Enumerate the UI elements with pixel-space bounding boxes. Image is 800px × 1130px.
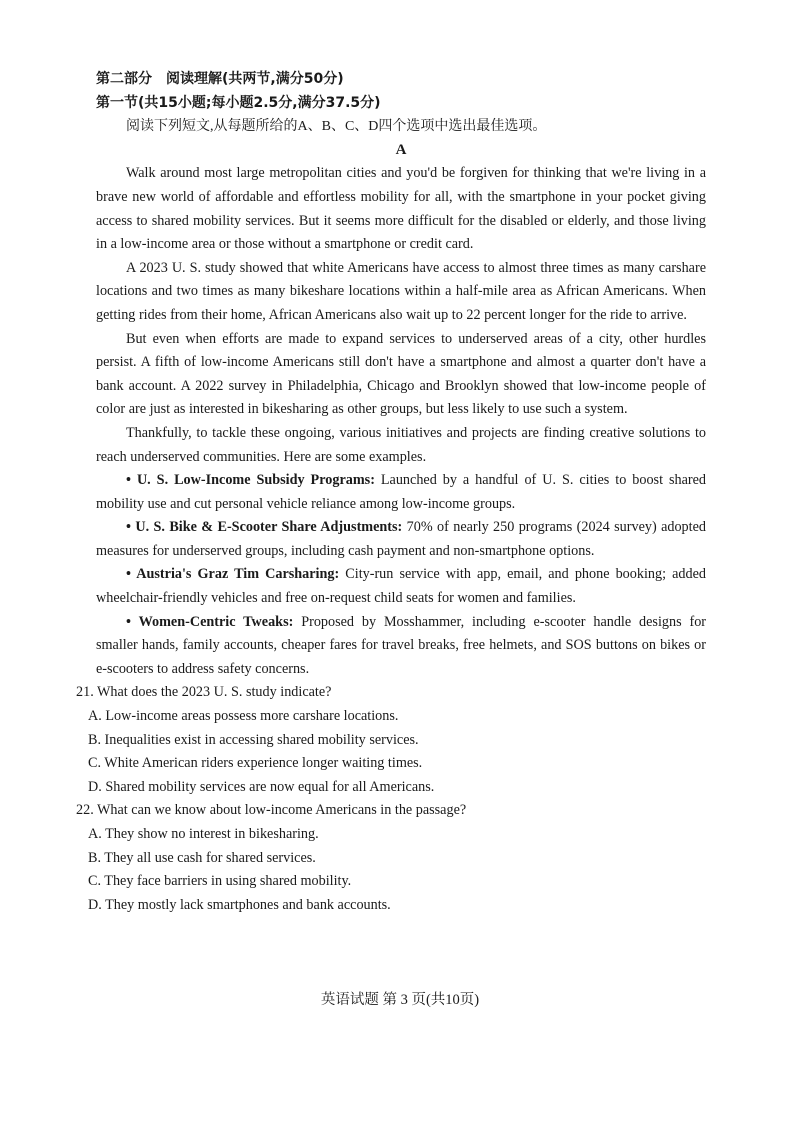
question-stem: 21. What does the 2023 U. S. study indicate?: [76, 684, 332, 701]
option-a: A. They show no interest in bikesharing.: [88, 826, 319, 842]
part-heading: 第二部分 阅读理解(共两节,满分50分): [96, 71, 344, 87]
question-22: [76, 799, 706, 917]
option-c: C. White American riders experience longer waiting times.: [88, 755, 423, 772]
bullet-text: City-run service with app, email, and phone booking; added wheelchair-friendly vehicles and free on-request child seats for women and families.: [96, 566, 706, 607]
bullet-item: • U. S. Bike & E-Scooter Share Adjustments: 70% of nearly 250 programs (2024 survey) adopted measures for underserved groups, including cash payment and non-smartphone options.: [96, 519, 706, 559]
option-d: D. Shared mobility services are now equal for all Americans.: [88, 778, 435, 795]
option-a: A. Low-income areas possess more carshare locations.: [88, 708, 399, 725]
paragraph: Walk around most large metropolitan cities and you'd be forgiven for thinking that we're living in a brave new world of affordable and effortless mobility for all, with the smartphone in your pocket giving access to shared mobility services. But it seems more difficult for the disabled or elderly, and those living in a low-income area or those without a smartphone or credit card.: [96, 165, 706, 253]
bullet-title: U. S. Low-Income Subsidy Programs: [136, 472, 371, 489]
option-c: C. They face barriers in using shared mobility.: [88, 873, 352, 890]
paragraph: Thankfully, to tackle these ongoing, various initiatives and projects are finding creative solutions to reach underserved communities. Here are some examples.: [96, 424, 706, 465]
bullet-text: 70% of nearly 250 programs (2024 survey) adopted measures for underserved groups, including cash payment and non-smartphone options.: [96, 519, 706, 559]
bullet-title: Women-Centric Tweaks: [138, 613, 289, 630]
exam-page: [76, 68, 707, 917]
instructions: 阅读下列短文,从每题所给的A、B、C、D四个选项中选出最佳选项。: [126, 119, 547, 135]
question-stem: 22. What can we know about low-income Americans in the passage?: [76, 802, 467, 819]
question-21: [76, 681, 706, 799]
bullet-icon: •: [126, 472, 137, 489]
bullet-item: • Women-Centric Tweaks: Proposed by Mosshammer, including e-scooter handle designs for smaller hands, family accounts, cheaper fares for travel breaks, free helmets, and SOS buttons on bikes or e-scooters to address safety concerns.: [96, 613, 707, 677]
bullet-text: Launched by a handful of U. S. cities to boost shared mobility use and cut personal vehicle reliance among low-income groups.: [96, 472, 706, 512]
paragraph: But even when efforts are made to expand services to underserved areas of a city, other hurdles persist. A fifth of low-income Americans still don't have a smartphone and almost a quarter don't have a bank account. A 2022 survey in Philadelphia, Chicago and Brooklyn showed that low-income people of color are just as interested in bikesharing as other groups, but less likely to use such a system.: [96, 330, 706, 418]
bullet-icon: •: [126, 519, 136, 536]
option-b: B. Inequalities exist in accessing shared mobility services.: [88, 731, 419, 748]
bullet-icon: •: [126, 613, 139, 630]
page-footer: 英语试题 第 3 页(共10页): [320, 992, 480, 1008]
option-d: D. They mostly lack smartphones and bank accounts.: [88, 896, 391, 913]
bullet-title: U. S. Bike & E-Scooter Share Adjustments: [135, 519, 398, 536]
option-b: B. They all use cash for shared services.: [88, 849, 316, 866]
passage-label: A: [395, 141, 407, 158]
paragraph: A 2023 U. S. study showed that white Americans have access to almost three times as many carshare locations and two times as many bikeshare locations within a half-mile area as African Americans. When getting rides from their home, African Americans also wait up to 22 percent longer for the ride to arrive.: [96, 259, 706, 323]
section-heading: 第一节(共15小题;每小题2.5分,满分37.5分): [96, 94, 381, 111]
bullet-title: Austria's Graz Tim Carsharing: [136, 566, 335, 583]
bullet-text: Proposed by Mosshammer, including e-scooter handle designs for smaller hands, family accounts, cheaper fares for travel breaks, free helmets, and SOS buttons on bikes or e-scooters to address safety concerns.: [96, 613, 707, 677]
bullet-item: • Austria's Graz Tim Carsharing: City-run service with app, email, and phone booking; added wheelchair-friendly vehicles and free on-request child seats for women and families.: [96, 566, 706, 607]
bullet-icon: •: [126, 566, 137, 583]
bullet-item: • U. S. Low-Income Subsidy Programs: Launched by a handful of U. S. cities to boost shared mobility use and cut personal vehicle reliance among low-income groups.: [96, 472, 706, 512]
